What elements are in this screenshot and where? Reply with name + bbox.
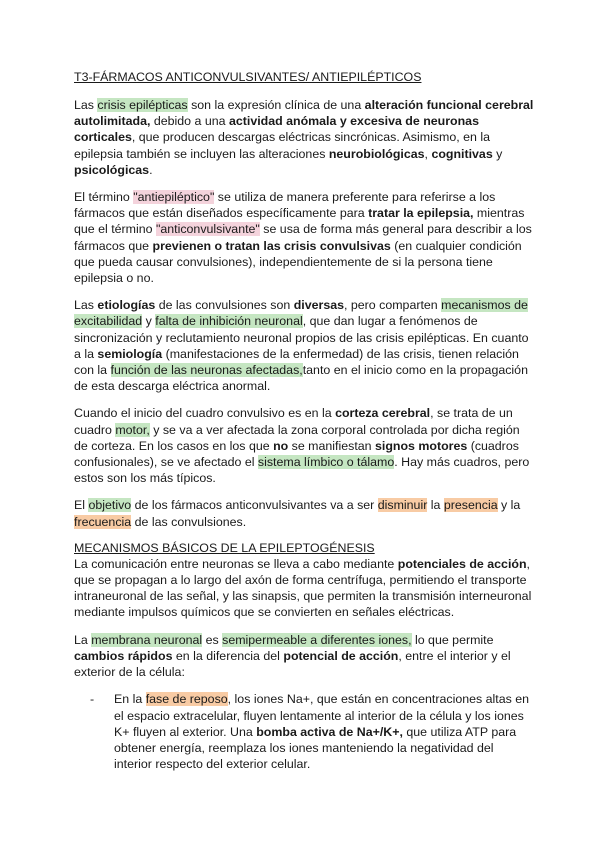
- text-run: (manifestaciones de la enfermedad) de las crisis, tienen relación con la: [74, 346, 519, 378]
- bold-text: semiología: [97, 346, 163, 361]
- paragraph-crisis-epilepticas: [74, 97, 534, 178]
- highlight-orange: frecuencia: [74, 514, 132, 529]
- text-run: y: [142, 314, 156, 329]
- text-run: La comunicación entre neuronas se lleva a cabo mediante: [74, 556, 398, 571]
- bold-text: psicológicas: [74, 162, 150, 177]
- bold-text: signos motores: [374, 438, 468, 453]
- highlight-green: mecanismos de excitabilidad: [74, 298, 528, 329]
- text-run: , se trata de un cuadro: [74, 406, 513, 437]
- text-run: la: [427, 498, 444, 513]
- highlight-orange: disminuir: [377, 498, 428, 513]
- highlight-green: membrana neuronal: [91, 632, 203, 647]
- text-run: Cuando el inicio del cuadro convulsivo es en la: [74, 406, 336, 421]
- bold-text: diversas: [293, 298, 345, 313]
- text-run: (cuadros confusionales), se ve afectado el: [74, 438, 519, 470]
- text-run: , que se propagan a lo largo del axón de forma centrífuga, permitiendo el transporte intraneuronal de las señal, y las sinapsis, que permiten la transmisión interneuronal mediante impulsos químicos que se convierten en señales eléctricas.: [74, 556, 532, 620]
- highlight-green: función de las neuronas afectadas,: [110, 363, 303, 378]
- document-title: T3-FÁRMACOS ANTICONVULSIVANTES/ ANTIEPILÉPTICOS: [74, 70, 422, 84]
- bold-text: potenciales de acción: [397, 556, 527, 571]
- paragraph-cuadro-convulsivo: [74, 405, 534, 486]
- bold-text: previenen o tratan las crisis convulsivas: [152, 238, 391, 253]
- paragraph-terminologia: [74, 189, 534, 286]
- text-run: Las: [74, 98, 98, 112]
- bold-text: bomba activa de Na+/K+,: [256, 724, 403, 739]
- bold-text: corteza cerebral: [335, 406, 431, 421]
- text-run: tanto en el inicio como en la propagación de esta descarga eléctrica anormal.: [74, 363, 528, 394]
- text-run: , que producen descargas eléctricas sincrónicas. Asimismo, en la epilepsia también se incluyen las alteraciones: [74, 130, 490, 161]
- paragraph-membrana-neuronal: [74, 632, 534, 681]
- bold-text: alteración funcional cerebral autolimitada,: [74, 98, 534, 129]
- text-run: de los fármacos anticonvulsivantes va a ser: [131, 498, 378, 513]
- bold-text: cambios rápidos: [74, 648, 173, 663]
- paragraph-etiologias: [74, 297, 534, 394]
- highlight-green: crisis epilépticas: [97, 98, 188, 112]
- highlight-green: semipermeable a diferentes iones,: [222, 632, 412, 647]
- text-run: se utiliza de manera preferente para referirse a los fármacos que están diseñados específicamente para: [74, 190, 496, 221]
- bold-text: cognitivas: [431, 146, 493, 161]
- text-run: , pero comparten: [344, 298, 442, 313]
- bold-text: no: [273, 438, 289, 453]
- text-run: Las: [74, 298, 98, 313]
- text-run: y se va a ver afectada la zona corporal controlada por dicha región de corteza. En los casos en los que: [74, 422, 520, 453]
- text-run: de las convulsiones.: [131, 514, 247, 529]
- text-run: se usa de forma más general para describir a los fármacos que: [74, 222, 532, 253]
- text-run: de las convulsiones son: [155, 298, 294, 313]
- bold-text: tratar la epilepsia,: [368, 206, 474, 221]
- text-run: El término: [74, 190, 134, 205]
- list-bullet-dash: -: [90, 692, 95, 707]
- highlight-green: falta de inhibición neuronal: [155, 314, 303, 329]
- text-run: lo que permite: [411, 632, 494, 647]
- text-run: se manifiestan: [288, 438, 375, 453]
- text-run: , los iones Na+, que están en concentraciones altas en el espacio extracelular, fluyen lentamente al interior de la célula y los iones K+ fluyen al exterior. Una: [114, 692, 530, 739]
- text-run: en la diferencia del: [172, 648, 284, 663]
- highlight-orange: fase de reposo: [145, 692, 228, 707]
- text-run: que utiliza ATP para obtener energía, reemplaza los iones manteniendo la negatividad del interior respecto del exterior celular.: [114, 724, 517, 772]
- text-run: son la expresión clínica de una: [187, 98, 365, 112]
- text-run: debido a una: [150, 114, 229, 129]
- text-run: (en cualquier condición que pueda causar convulsiones), independientemente de si la persona tiene epilepsia o no.: [74, 238, 522, 286]
- text-run: y la: [497, 498, 521, 513]
- highlight-green: motor,: [115, 422, 150, 437]
- highlight-green: objetivo: [88, 498, 132, 513]
- bold-text: neurobiológicas: [328, 146, 425, 161]
- highlight-pink: "antiepiléptico": [133, 190, 215, 205]
- text-run: .: [149, 162, 153, 177]
- highlight-pink: "anticonvulsivante": [155, 222, 260, 237]
- text-run: , entre el interior y el exterior de la célula:: [74, 648, 511, 680]
- text-run: La: [74, 632, 92, 647]
- text-run: . Hay más cuadros, pero estos son los más típicos.: [74, 455, 530, 486]
- paragraph-objetivo: [74, 497, 534, 529]
- text-run: y: [492, 146, 503, 161]
- section-heading: MECANISMOS BÁSICOS DE LA EPILEPTOGÉNESIS: [74, 540, 375, 555]
- bold-text: actividad anómala y excesiva de neuronas corticales: [74, 114, 479, 145]
- text-run: es: [202, 632, 223, 647]
- bold-text: potencial de acción: [283, 648, 399, 663]
- list-item: [74, 691, 534, 772]
- document-page: [74, 70, 534, 772]
- text-run: En la: [114, 692, 146, 707]
- bold-text: etiologías: [97, 298, 156, 313]
- text-run: , que dan lugar a fenómenos de sincronización y reclutamiento neuronal propios de las crisis epilépticas. En cuanto a la: [74, 314, 529, 361]
- paragraph-comunicacion-neuronal: [74, 556, 534, 621]
- highlight-green: sistema límbico o tálamo: [257, 455, 395, 470]
- text-run: El: [74, 498, 89, 513]
- text-run: mientras que el término: [74, 206, 525, 237]
- text-run: ,: [424, 146, 432, 161]
- highlight-orange: presencia: [443, 498, 498, 513]
